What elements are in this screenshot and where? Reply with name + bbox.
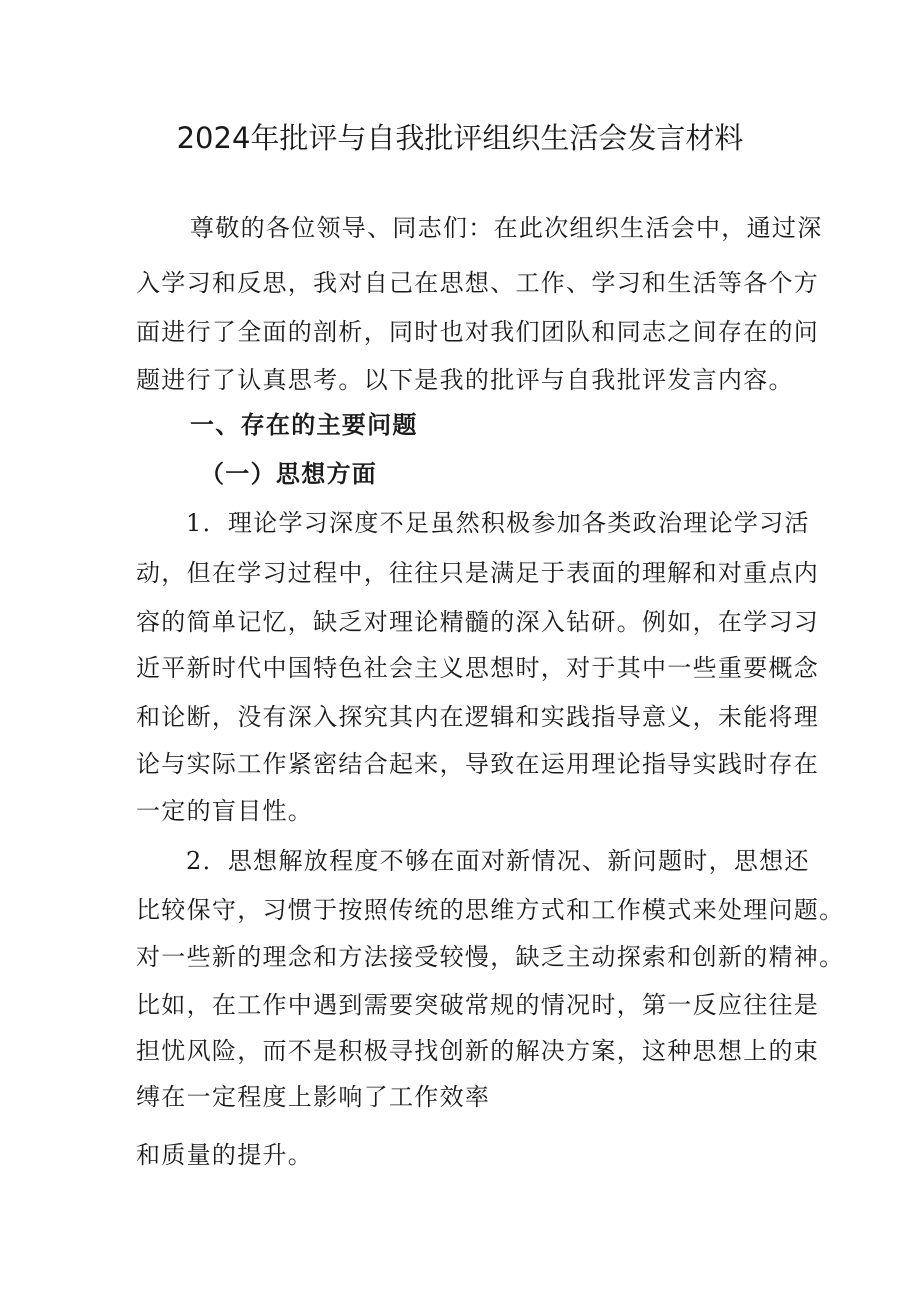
paragraph-line: 一定的盲目性。 [136, 797, 314, 825]
subsection-heading: （一）思想方面 [200, 460, 378, 488]
paragraph-line: 动，但在学习过程中，往往只是满足于表面的理解和对重点内 [136, 559, 820, 587]
paragraph-line: 比较保守，习惯于按照传统的思维方式和工作模式来处理问题。 [136, 896, 845, 924]
paragraph-line: 尊敬的各位领导、同志们：在此次组织生活会中，通过深 [190, 214, 823, 242]
paragraph-line: 论与实际工作紧密结合起来，导致在运用理论指导实践时存在 [136, 750, 820, 778]
document-title: 2024年批评与自我批评组织生活会发言材料 [176, 121, 744, 155]
paragraph-line: 2．思想解放程度不够在面对新情况、新问题时，思想还 [186, 847, 810, 875]
paragraph-line: 1．理论学习深度不足虽然积极参加各类政治理论学习活 [186, 509, 810, 537]
paragraph-line: 比如，在工作中遇到需要突破常规的情况时，第一反应往往是 [136, 991, 820, 1019]
paragraph-line: 面进行了全面的剖析，同时也对我们团队和同志之间存在的问 [136, 318, 820, 346]
paragraph-line: 担忧风险，而不是积极寻找创新的解决方案，这种思想上的束 [136, 1037, 820, 1065]
paragraph-line: 对一些新的理念和方法接受较慢，缺乏主动探索和创新的精神。 [136, 943, 845, 971]
paragraph-line: 入学习和反思，我对自己在思想、工作、学习和生活等各个方 [136, 269, 820, 297]
paragraph-line: 题进行了认真思考。以下是我的批评与自我批评发言内容。 [136, 366, 794, 394]
paragraph-line: 缚在一定程度上影响了工作效率 [136, 1083, 491, 1111]
paragraph-line: 容的简单记忆，缺乏对理论精髓的深入钻研。例如，在学习习 [136, 608, 820, 636]
paragraph-line: 和论断，没有深入探究其内在逻辑和实践指导意义，未能将理 [136, 703, 820, 731]
paragraph-line: 和质量的提升。 [136, 1141, 314, 1169]
section-heading: 一、存在的主要问题 [190, 411, 418, 439]
paragraph-line: 近平新时代中国特色社会主义思想时，对于其中一些重要概念 [136, 654, 820, 682]
